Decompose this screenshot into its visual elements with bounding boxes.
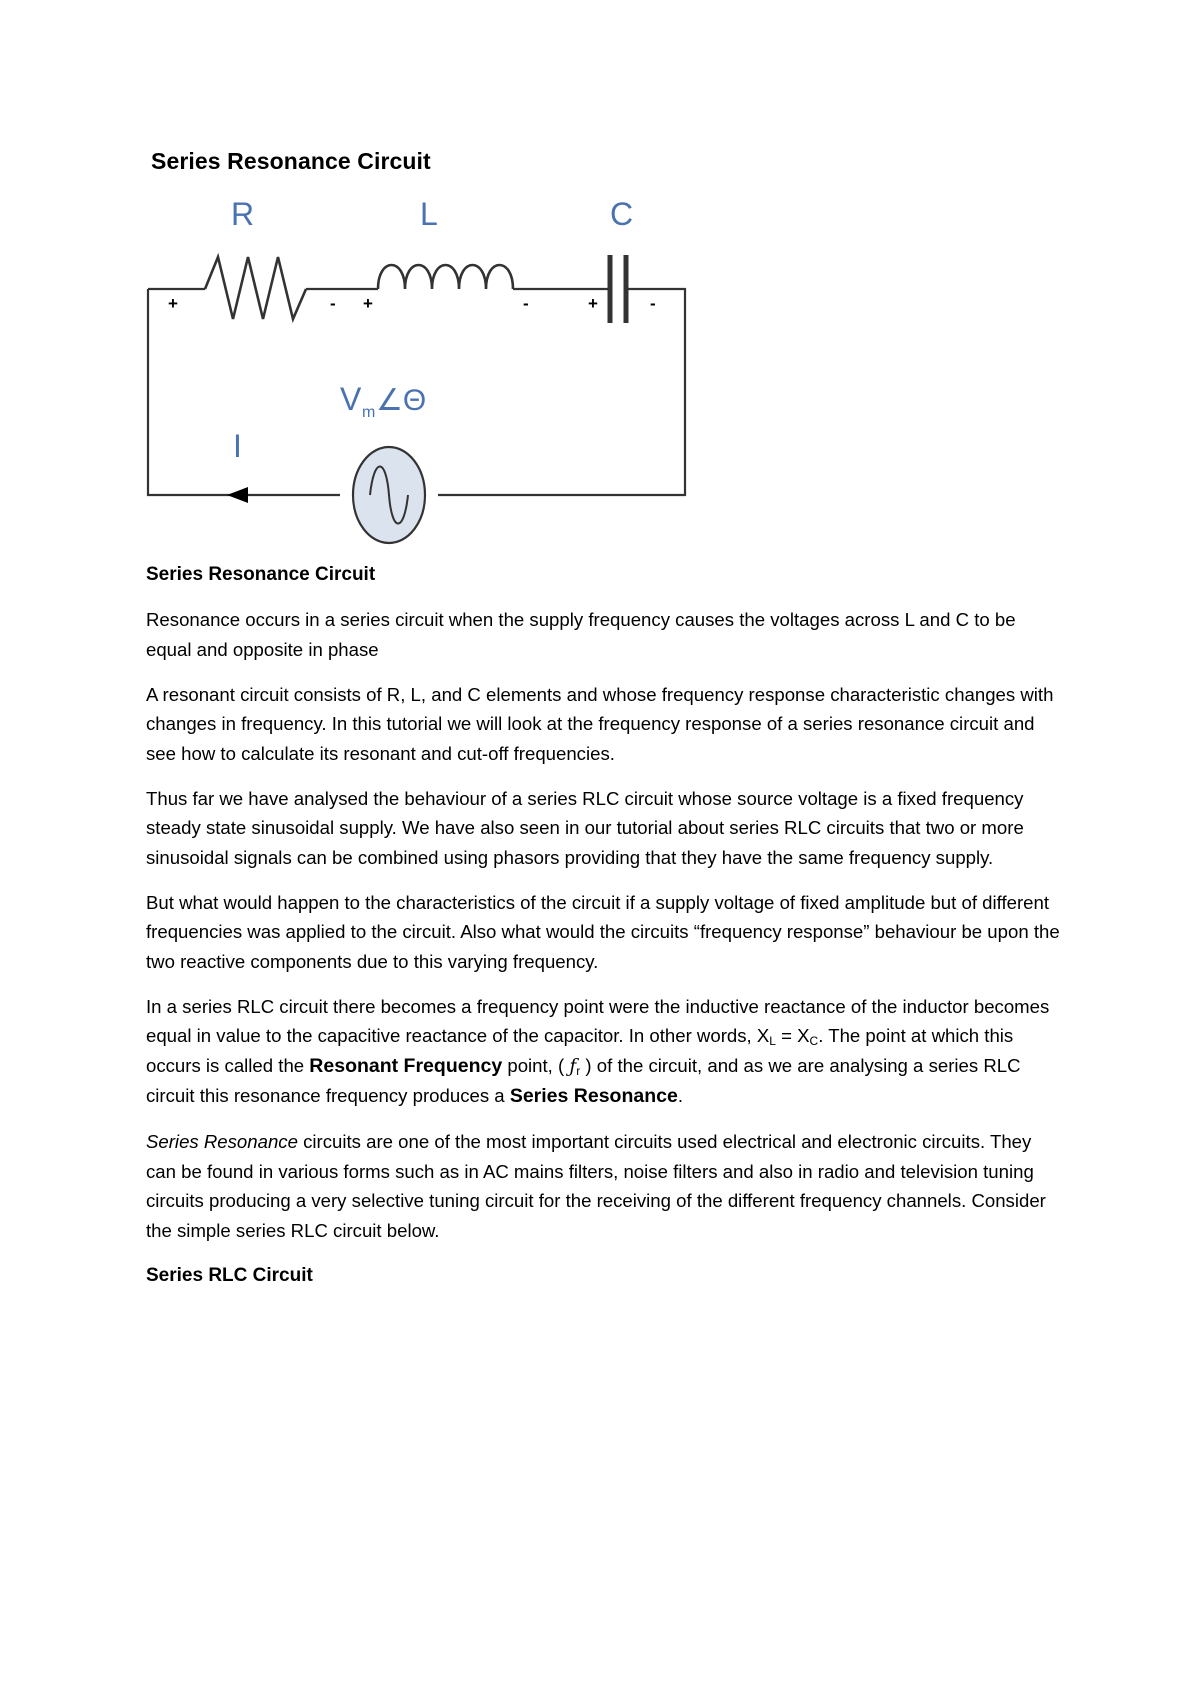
body-text [146, 560, 1066, 1306]
text-run: circuits are one of the most important circuits used electrical and electronic circuits. They can be found in various forms such as in AC mains filters, noise filters and also in radio and television tuning circuits producing a very selective tuning circuit for the receiving of the different frequency channels. Consider the simple series RLC circuit below. [146, 1131, 1046, 1241]
label-source-angle: ∠Θ [376, 384, 427, 417]
term-resonant-frequency: Resonant Frequency [309, 1054, 503, 1077]
r-minus: - [330, 294, 336, 313]
text-run: = X [775, 1025, 810, 1046]
r-plus: + [168, 294, 178, 313]
wire-left [148, 289, 340, 495]
page-title: Series Resonance Circuit [151, 148, 431, 174]
paragraph-resonant-frequency [146, 992, 1066, 1112]
text-run: In a series RLC circuit there becomes a frequency point were the inductive reactance of the inductor becomes equal in value to the capacitive reactance of the capacitor. In other words, X [146, 995, 1050, 1046]
paragraph: But what would happen to the characteristics of the circuit if a supply voltage of fixed amplitude but of different frequencies was applied to the circuit. Also what would the circuits “frequency response” behaviour be upon the two reactive components due to this varying frequency. [146, 891, 1060, 972]
c-plus: + [588, 294, 598, 313]
text-run: ) of the circuit, and as we are analysing a series RLC circuit this resonance frequency produces a [146, 1054, 1021, 1106]
paragraph-applications [146, 1127, 1066, 1245]
paragraph: Thus far we have analysed the behaviour of a series RLC circuit whose source voltage is a fixed frequency steady state sinusoidal supply. We have also seen in our tutorial about series RLC circuits that two or more sinusoidal signals can be combined using phasors providing that they have the same frequency supply. [146, 787, 1024, 868]
resistor-symbol [205, 257, 306, 319]
label-source-sub: m [362, 404, 376, 421]
inductor-symbol [378, 265, 513, 289]
series-rlc-diagram [130, 195, 700, 555]
section-heading: Series Resonance Circuit [146, 564, 376, 585]
l-minus: - [523, 294, 529, 313]
label-r: R [231, 196, 255, 232]
label-current: I [233, 428, 242, 464]
l-plus: + [363, 294, 373, 313]
label-c: C [610, 196, 634, 232]
current-arrow-icon [227, 487, 248, 503]
label-l: L [420, 196, 438, 232]
c-minus: - [650, 294, 656, 313]
paragraph: Resonance occurs in a series circuit when the supply frequency causes the voltages across L and C to be equal and opposite in phase [146, 609, 1016, 660]
subscript-c: C [809, 1034, 819, 1048]
text-run: point, ( [502, 1054, 570, 1076]
text-run: . [677, 1085, 683, 1106]
term-series-resonance: Series Resonance [509, 1085, 678, 1107]
wire-right [438, 289, 685, 495]
text-run: . The point at which this occurs is called the [146, 1025, 1014, 1076]
subscript-l: L [769, 1034, 776, 1048]
label-source-v: V [340, 381, 362, 417]
paragraph: A resonant circuit consists of R, L, and C elements and whose frequency response characteristic changes with changes in frequency. In this tutorial we will look at the frequency response of a series resonance circuit and see how to calculate its resonant and cut-off frequencies. [146, 683, 1054, 764]
subscript-r: r [576, 1063, 581, 1078]
term-series-resonance-italic: Series Resonance [146, 1131, 298, 1152]
symbol-f: ƒ [569, 1055, 577, 1077]
section-heading-rlc: Series RLC Circuit [146, 1264, 313, 1286]
